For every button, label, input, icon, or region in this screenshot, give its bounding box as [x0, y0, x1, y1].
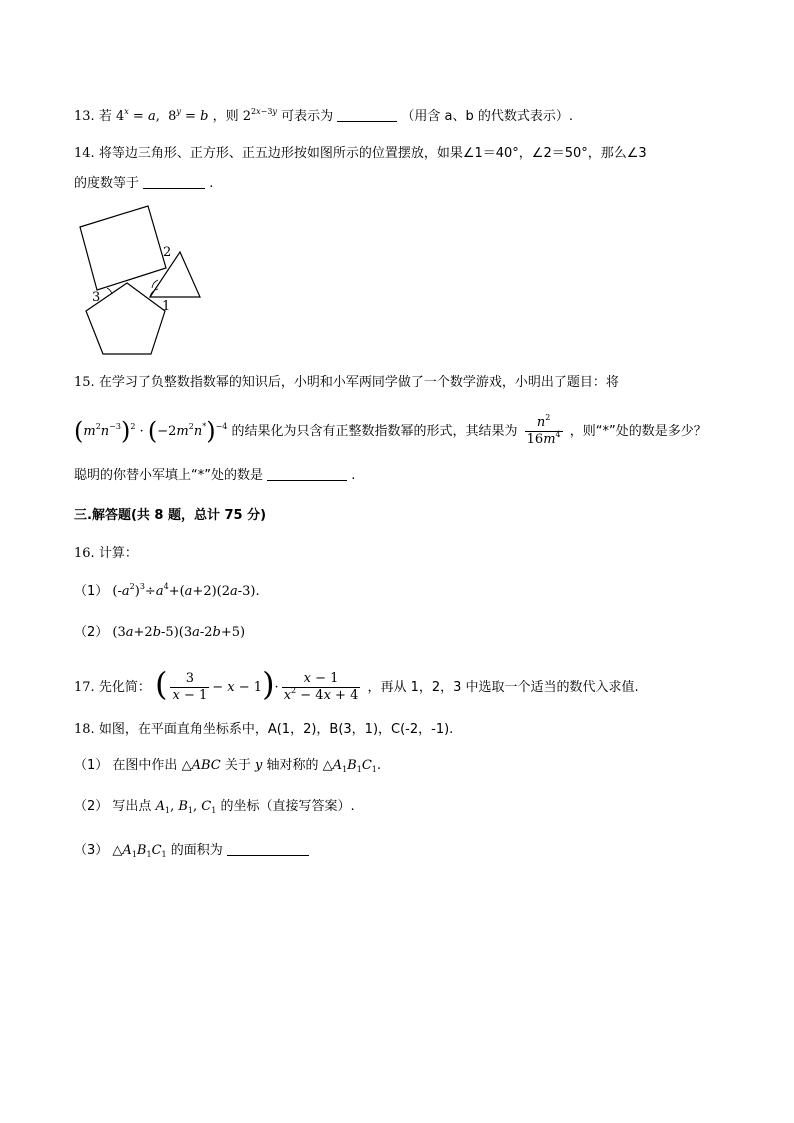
q15-result-fraction: $\frac{n^2}{16m^4}$ [526, 413, 561, 447]
q17-expression: ( $\frac{3}{x - 1}$ − x − 1)· $\frac{x - 1}{x^2 - 4x + 4}$ [154, 665, 359, 703]
q15-line3-text: 聪明的你替小军填上“*”处的数是 [74, 468, 263, 483]
q15-expression: $(m^2n^{-3})^2 \cdot (-2m^2n^*)^{-4}$ [74, 417, 228, 445]
q18-part1-label: （1） [74, 758, 109, 773]
q13-expression: $2^{2x-3y}$ [242, 107, 277, 124]
q17-number: 17. [74, 680, 95, 695]
question-14-line1 [74, 145, 647, 163]
question-14-line2 [74, 175, 213, 193]
q18-text: 如图，在平面直角坐标系中，A(1，2)，B(3，1)，C(-2，-1). [98, 722, 454, 737]
q14-period: . [209, 176, 214, 191]
q18-part3-post: 的面积为 [170, 843, 223, 858]
q17-lead: 先化简： [98, 680, 151, 695]
q15-text: 在学习了负整数指数幂的知识后，小明和小军两同学做了一个数学游戏，小明出了题目：将 [98, 375, 619, 390]
q14-answer-blank [143, 176, 205, 189]
angle-label-2: 2 [163, 245, 172, 260]
question-13: 13. 若 $4^x = a$, $8^y = b$ ，则 $2^{2x-3y}$ 可表示为 （用含 a、b 的代数式表示）. [74, 107, 573, 124]
q16-part1-label: （1） [74, 584, 109, 599]
q16-part1-expression: $(-a^2)^3\div a^4+(a+2)(2a-3)$. [112, 582, 260, 599]
q14-line2-text: 的度数等于 [74, 176, 140, 191]
q18-triangle-abc: △ABC [181, 758, 221, 773]
question-15-line2 [74, 414, 707, 449]
q18-part3-triangle: $\triangle A_1B_1C_1$ [112, 843, 167, 859]
q14-figure [74, 200, 214, 360]
question-17 [74, 662, 639, 710]
angle-label-3: 3 [92, 290, 101, 305]
question-18 [74, 721, 453, 739]
q16-part2-expression: (3a+2b-5)(3a-2b+5) [112, 625, 246, 640]
question-16-part1 [74, 583, 260, 601]
q18-part1-mid: 关于 [224, 758, 251, 773]
q18-part2-pre: 写出点 [112, 799, 152, 814]
q16-part2-label: （2） [74, 625, 109, 640]
question-15-line1 [74, 374, 619, 392]
q18-axis-y: y [255, 758, 263, 773]
q13-lead: 若 [98, 109, 112, 124]
question-18-part2 [74, 798, 355, 816]
q15-answer-blank [267, 468, 347, 481]
q18-part2-label: （2） [74, 799, 109, 814]
q17-tail: ，再从 1，2，3 中选取一个适当的数代入求值. [367, 680, 639, 695]
q18-number: 18. [74, 722, 95, 737]
q15-middle-text: 的结果化为只含有正整数指数幂的形式，其结果为 [231, 424, 518, 439]
q18-answer-blank [227, 843, 309, 856]
question-18-part1 [74, 757, 381, 775]
q18-part1-pre: 在图中作出 [112, 758, 178, 773]
q14-text: 将等边三角形、正方形、正五边形按如图所示的位置摆放，如果∠1＝40°，∠2＝50°，那么∠3 [98, 146, 647, 161]
question-16 [74, 545, 138, 563]
q13-condition: $4^x = a$, $8^y = b$ [115, 107, 209, 124]
q14-number: 14. [74, 146, 95, 161]
q18-points: $A_1$, $B_1$, $C_1$ [155, 799, 217, 815]
q18-part1-mid2: 轴对称的 [266, 758, 319, 773]
square-shape [80, 206, 166, 290]
q18-part3-label: （3） [74, 843, 109, 858]
q16-number: 16. [74, 546, 95, 561]
question-15-line3 [74, 467, 355, 485]
q13-number: 13. [74, 109, 95, 124]
question-18-part3 [74, 842, 309, 860]
question-16-part2 [74, 624, 245, 642]
q13-answer-blank [337, 109, 397, 122]
angle-label-1: 1 [162, 299, 171, 314]
triangle-shape [150, 252, 200, 297]
q13-tail: （用含 a、b 的代数式表示）. [401, 109, 573, 124]
q16-text: 计算： [98, 546, 138, 561]
q15-period: . [351, 468, 356, 483]
q15-number: 15. [74, 375, 95, 390]
q15-question-text: ，则“*”处的数是多少？ [569, 424, 707, 439]
q18-triangle-a1b1c1: $\triangle A_1B_1C_1$. [322, 758, 381, 774]
q18-part2-post: 的坐标（直接写答案）. [220, 799, 355, 814]
section-3-title: 三.解答题(共 8 题，总计 75 分) [74, 508, 267, 523]
